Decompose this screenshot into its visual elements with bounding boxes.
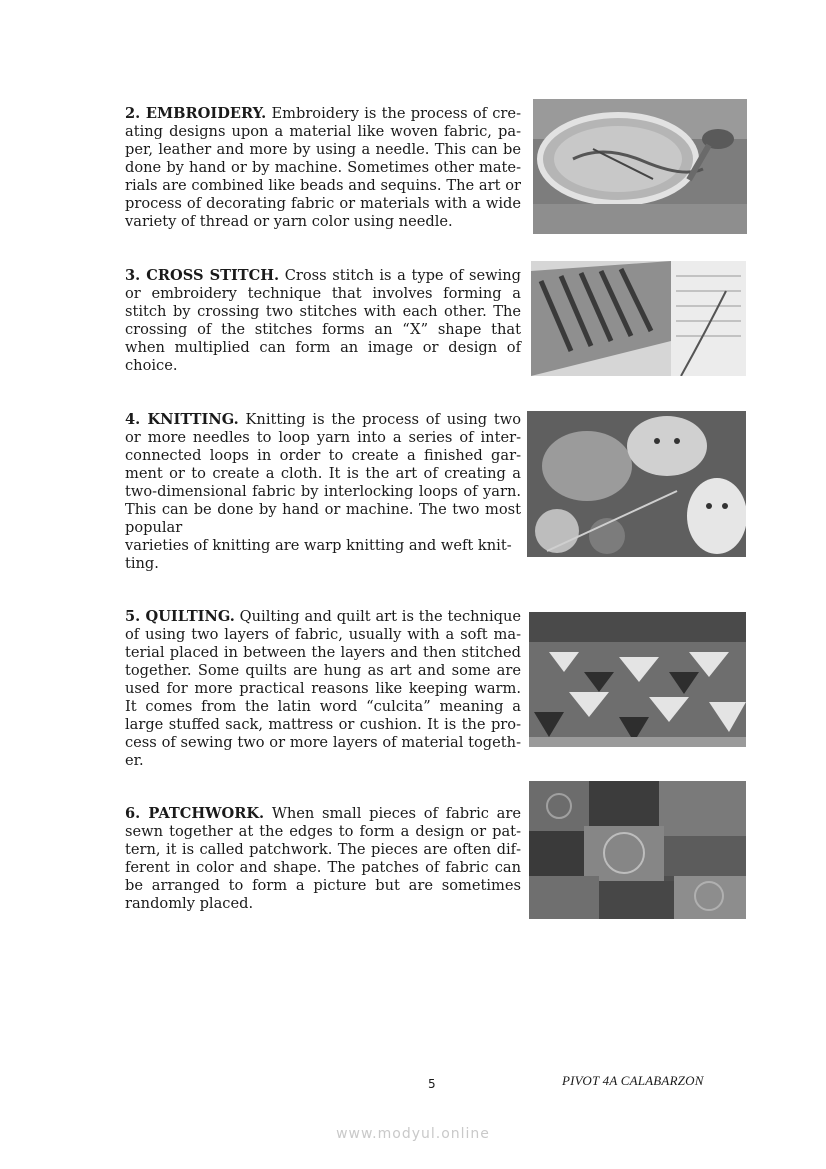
section-body: Knitting is the process of using two or more needles to loop yarn into a series of interconnected loops in order to create a finished garment or to create a cloth. It is the art of creating a two-dimensional fabric by interlocking loops of yarn. This can be done by hand or machine. The two most popular: [125, 411, 521, 536]
section-body: Embroidery is the process of creating designs upon a material like woven fabric, paper, leather and more by using a needle. This can be done by hand or by machine. Sometimes other materials are combined like beads and sequins. The art or process of decorating fabric or materials with a wide variety of thread or yarn color using needle.: [125, 105, 521, 230]
section-body: Cross stitch is a type of sewing or embroidery technique that involves forming a stitch by crossing two stitches with each other. The crossing of the stitches forms an “X” shape that when multiplied can form an image or design of choice.: [125, 267, 521, 374]
footer-label: PIVOT 4A CALABARZON: [562, 1073, 704, 1088]
cross-stitch-photo: [531, 261, 746, 376]
embroidery-hoop-photo: [533, 99, 747, 234]
knitted-toys-photo: [527, 411, 746, 557]
section-heading: 5. QUILTING.: [125, 608, 235, 625]
page-number: 5: [428, 1077, 436, 1091]
section-embroidery: [125, 105, 521, 231]
section-heading: 3. CROSS STITCH.: [125, 267, 280, 284]
section-heading: 4. KNITTING.: [125, 411, 239, 428]
section-heading: 6. PATCHWORK.: [125, 805, 265, 822]
quilt-photo: [529, 612, 746, 747]
section-knitting: [125, 411, 521, 573]
section-body: When small pieces of fabric are sewn together at the edges to form a design or pattern, it is called patchwork. The pieces are often different in color and shape. The patches of fabric can be arranged to form a picture but are sometimes randomly placed.: [125, 805, 521, 912]
section-quilting: [125, 608, 521, 770]
watermark-text: www.modyul.online: [336, 1126, 490, 1142]
patchwork-photo: [529, 781, 746, 919]
section-cross-stitch: [125, 267, 521, 375]
section-body: Quilting and quilt art is the technique of using two layers of fabric, usually with a soft material placed in between the layers and then stitched together. Some quilts are hung as art and some are used for more practical reasons like keeping warm. It comes from the latin word “culcita” meaning a large stuffed sack, mattress or cushion. It is the process of sewing two or more layers of material together.: [125, 608, 521, 769]
section-heading: 2. EMBROIDERY.: [125, 105, 267, 122]
section-body-continued: varieties of knitting are warp knitting and weft knitting.: [125, 537, 512, 572]
section-patchwork: [125, 805, 521, 913]
